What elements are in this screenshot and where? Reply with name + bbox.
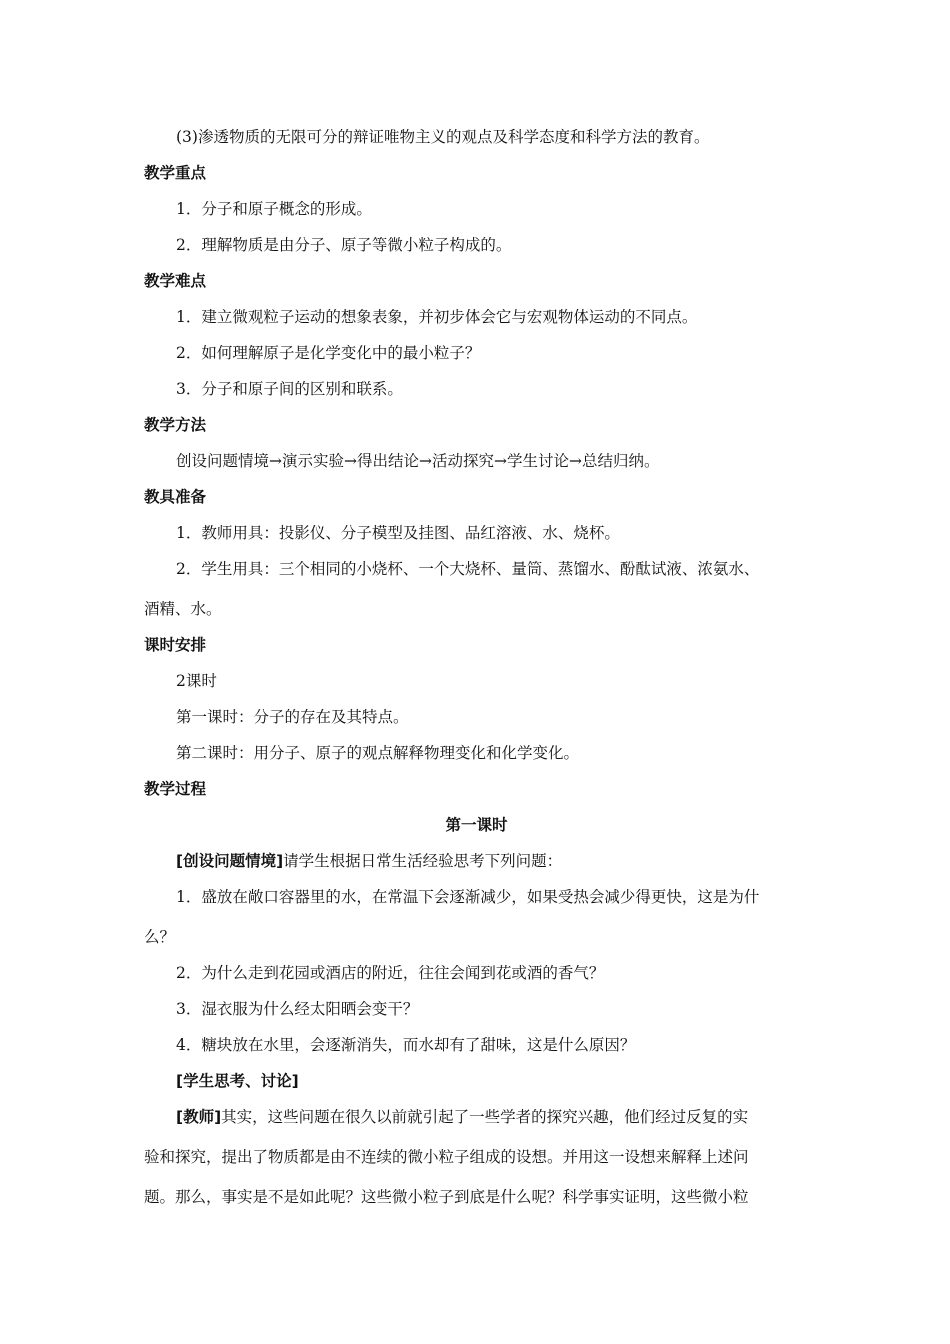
teacher-paragraph-line: 题。那么，事实是不是如此呢？这些微小粒子到底是什么呢？科学事实证明，这些微小粒: [144, 1188, 749, 1206]
question-item: 2．为什么走到花园或酒店的附近，往往会闻到花或酒的香气？: [176, 964, 605, 982]
scenario-paragraph: [176, 850, 841, 872]
schedule-item: 第一课时：分子的存在及其特点。: [176, 708, 409, 726]
difficulty-item: 1．建立微观粒子运动的想象表象，并初步体会它与宏观物体运动的不同点。: [176, 308, 698, 326]
scenario-tag: [创设问题情境]: [176, 852, 284, 870]
material-item: 2．学生用具：三个相同的小烧杯、一个大烧杯、量筒、蒸馏水、酚酞试液、浓氨水、: [176, 560, 760, 578]
materials-heading: 教具准备: [144, 488, 207, 506]
question-item: 1．盛放在敞口容器里的水，在常温下会逐渐减少，如果受热会减少得更快，这是为什: [176, 888, 760, 906]
key-points-heading: 教学重点: [144, 164, 207, 182]
key-point-item: 1．分子和原子概念的形成。: [176, 200, 372, 218]
difficulties-heading: 教学难点: [144, 272, 207, 290]
process-heading: 教学过程: [144, 780, 207, 798]
question-item-continued: 么？: [144, 928, 176, 946]
key-point-item: 2．理解物质是由分子、原子等微小粒子构成的。: [176, 236, 512, 254]
schedule-item: 2课时: [176, 672, 217, 690]
teacher-paragraph-line: [176, 1106, 841, 1128]
discussion-tag: [学生思考、讨论]: [176, 1072, 299, 1090]
teacher-tag: [教师]: [176, 1108, 222, 1126]
lesson-title: 第一课时: [445, 816, 508, 834]
question-item: 4．糖块放在水里，会逐渐消失，而水却有了甜味，这是什么原因？: [176, 1036, 636, 1054]
teacher-paragraph-line: 验和探究，提出了物质都是由不连续的微小粒子组成的设想。并用这一设想来解释上述问: [144, 1148, 749, 1166]
material-item-continued: 酒精、水。: [144, 600, 222, 618]
objective-line: (3)渗透物质的无限可分的辩证唯物主义的观点及科学态度和科学方法的教育。: [176, 128, 710, 146]
material-item: 1．教师用具：投影仪、分子模型及挂图、品红溶液、水、烧杯。: [176, 524, 620, 542]
scenario-text: 请学生根据日常生活经验思考下列问题：: [283, 852, 563, 870]
difficulty-item: 3．分子和原子间的区别和联系。: [176, 380, 403, 398]
schedule-heading: 课时安排: [144, 636, 207, 654]
question-item: 3．湿衣服为什么经太阳晒会变干？: [176, 1000, 419, 1018]
teacher-text: 其实，这些问题在很久以前就引起了一些学者的探究兴趣，他们经过反复的实: [221, 1108, 749, 1126]
difficulty-item: 2．如何理解原子是化学变化中的最小粒子？: [176, 344, 481, 362]
schedule-item: 第二课时：用分子、原子的观点解释物理变化和化学变化。: [176, 744, 580, 762]
methods-heading: 教学方法: [144, 416, 207, 434]
methods-text: 创设问题情境→演示实验→得出结论→活动探究→学生讨论→总结归纳。: [176, 452, 660, 470]
